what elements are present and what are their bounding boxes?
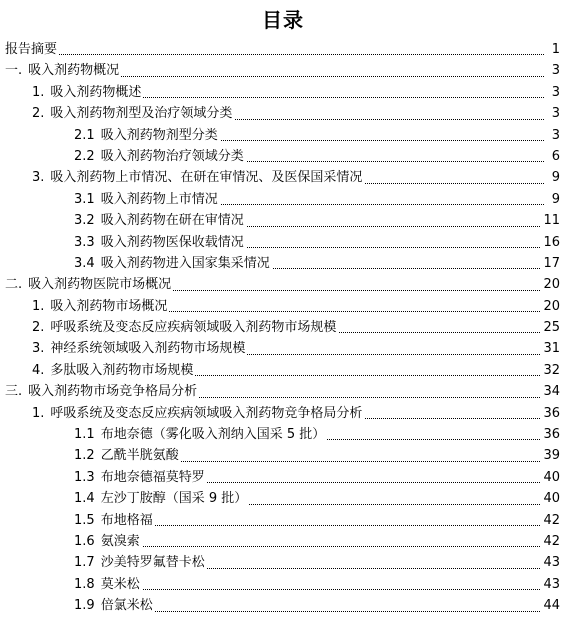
- toc-entry[interactable]: [0, 424, 566, 445]
- toc-entry-page: 1: [550, 39, 560, 60]
- toc-entry-page: 20: [541, 296, 560, 317]
- toc-entry-text: 左沙丁胺醇（国采 9 批）: [100, 491, 248, 507]
- toc-entry-page: 34: [541, 381, 560, 402]
- toc-entry-label: [74, 424, 327, 445]
- toc-entry-page: 40: [541, 488, 560, 509]
- toc-entry-number: 4.: [32, 362, 45, 378]
- toc-entry-text: 布地奈德（雾化吸入剂纳入国采 5 批）: [100, 427, 326, 443]
- toc-entry[interactable]: [0, 488, 566, 509]
- toc-entry-page: 9: [550, 189, 560, 210]
- toc-entry-label: [74, 595, 155, 616]
- toc-entry-number: 2.2: [74, 148, 95, 164]
- toc-entry-number: 3.2: [74, 213, 95, 229]
- toc-list: [0, 39, 566, 617]
- toc-entry-page: 16: [541, 232, 560, 253]
- toc-entry[interactable]: [0, 210, 566, 231]
- toc-entry[interactable]: [0, 189, 566, 210]
- toc-entry-label: [74, 531, 142, 552]
- toc-entry-number: 3.4: [74, 255, 95, 271]
- toc-entry-label: [5, 39, 59, 60]
- toc-entry-page: 40: [541, 467, 560, 488]
- toc-entry-page: 32: [541, 360, 560, 381]
- toc-entry[interactable]: [0, 381, 566, 402]
- toc-entry-text: 多肽吸入剂药物市场规模: [50, 362, 194, 378]
- toc-entry-text: 吸入剂药物市场竞争格局分析: [28, 384, 198, 400]
- toc-entry-number: 2.: [32, 106, 45, 122]
- toc-entry[interactable]: [0, 338, 566, 359]
- toc-entry[interactable]: [0, 317, 566, 338]
- toc-entry[interactable]: [0, 103, 566, 124]
- toc-entry-label: [74, 445, 181, 466]
- toc-entry-label: [74, 189, 220, 210]
- toc-entry-number: 3.: [32, 170, 45, 186]
- toc-entry-label: [32, 296, 169, 317]
- toc-entry-label: [5, 274, 173, 295]
- toc-entry[interactable]: [0, 60, 566, 81]
- toc-entry-page: 17: [541, 253, 560, 274]
- toc-entry-text: 吸入剂药物上市情况、在研在审情况、及医保国采情况: [50, 170, 363, 186]
- toc-entry-number: 一.: [5, 63, 23, 79]
- toc-entry-page: 3: [550, 125, 560, 146]
- toc-entry-text: 布地格福: [100, 512, 153, 528]
- toc-entry[interactable]: [0, 360, 566, 381]
- dot-leader: [5, 54, 544, 55]
- toc-entry-number: 3.: [32, 341, 45, 357]
- toc-entry-number: 三.: [5, 384, 23, 400]
- toc-entry-number: 3.3: [74, 234, 95, 250]
- toc-entry-label: [32, 103, 234, 124]
- toc-entry[interactable]: [0, 296, 566, 317]
- toc-entry-page: 43: [541, 574, 560, 595]
- toc-entry-number: 1.: [32, 84, 45, 100]
- toc-entry-text: 吸入剂药物医保收载情况: [100, 234, 244, 250]
- toc-entry-page: 44: [541, 595, 560, 616]
- toc-entry-page: 11: [541, 210, 560, 231]
- toc-entry-label: [32, 167, 364, 188]
- toc-entry-label: [32, 338, 247, 359]
- toc-entry-page: 36: [541, 403, 560, 424]
- toc-entry-label: [74, 125, 220, 146]
- toc-entry[interactable]: [0, 146, 566, 167]
- toc-entry[interactable]: [0, 445, 566, 466]
- toc-entry-number: 3.1: [74, 191, 95, 207]
- toc-entry[interactable]: [0, 467, 566, 488]
- toc-entry[interactable]: [0, 510, 566, 531]
- toc-entry-number: 1.1: [74, 427, 95, 443]
- toc-entry-page: 42: [541, 531, 560, 552]
- toc-entry-page: 31: [541, 338, 560, 359]
- toc-entry-text: 呼吸系统及变态反应疾病领域吸入剂药物市场规模: [50, 320, 337, 336]
- toc-entry-number: 1.: [32, 405, 45, 421]
- toc-entry-text: 吸入剂药物在研在审情况: [100, 213, 244, 229]
- toc-entry-label: [5, 381, 199, 402]
- toc-entry-page: 3: [550, 103, 560, 124]
- toc-entry-label: [74, 146, 246, 167]
- toc-entry-page: 3: [550, 82, 560, 103]
- toc-entry-text: 吸入剂药物剂型分类: [100, 127, 218, 143]
- toc-entry[interactable]: [0, 552, 566, 573]
- toc-entry-page: 36: [541, 424, 560, 445]
- toc-entry-label: [74, 488, 249, 509]
- toc-entry-label: [74, 467, 207, 488]
- toc-entry-label: [32, 317, 338, 338]
- toc-entry[interactable]: [0, 253, 566, 274]
- toc-entry-number: 2.: [32, 320, 45, 336]
- toc-entry-text: 莫米松: [100, 576, 140, 592]
- toc-entry-label: [74, 232, 246, 253]
- toc-entry-number: 1.9: [74, 598, 95, 614]
- toc-entry-page: 3: [550, 60, 560, 81]
- toc-entry-text: 吸入剂药物上市情况: [100, 191, 218, 207]
- toc-entry-number: 1.4: [74, 491, 95, 507]
- toc-entry-number: 二.: [5, 277, 23, 293]
- toc-entry-number: 2.1: [74, 127, 95, 143]
- dot-leader: [74, 546, 544, 547]
- toc-entry-number: 1.2: [74, 448, 95, 464]
- toc-entry-page: 42: [541, 510, 560, 531]
- toc-entry-page: 9: [550, 167, 560, 188]
- toc-entry-text: 布地奈德福莫特罗: [100, 469, 205, 485]
- toc-entry-text: 呼吸系统及变态反应疾病领域吸入剂药物竞争格局分析: [50, 405, 363, 421]
- toc-entry-page: 6: [550, 146, 560, 167]
- toc-entry-label: [32, 360, 195, 381]
- toc-entry[interactable]: [0, 167, 566, 188]
- toc-entry-label: [5, 60, 121, 81]
- toc-entry-text: 吸入剂药物医院市场概况: [28, 277, 172, 293]
- toc-entry-text: 吸入剂药物概况: [28, 63, 120, 79]
- toc-entry-text: 倍氯米松: [100, 598, 153, 614]
- toc-title: 目录: [262, 8, 304, 32]
- toc-entry-number: 1.7: [74, 555, 95, 571]
- toc-entry-text: 吸入剂药物概述: [50, 84, 142, 100]
- toc-entry-page: 20: [541, 274, 560, 295]
- toc-entry-text: 吸入剂药物进入国家集采情况: [100, 255, 270, 271]
- toc-entry-label: [74, 510, 155, 531]
- toc-entry-page: 25: [541, 317, 560, 338]
- toc-entry-number: 1.3: [74, 469, 95, 485]
- toc-entry-text: 吸入剂药物剂型及治疗领域分类: [50, 106, 233, 122]
- toc-entry[interactable]: [0, 232, 566, 253]
- toc-entry-page: 43: [541, 552, 560, 573]
- toc-entry-text: 乙酰半胱氨酸: [100, 448, 179, 464]
- toc-entry-text: 报告摘要: [5, 42, 58, 57]
- toc-entry-label: [74, 574, 142, 595]
- toc-entry-text: 氨溴索: [100, 533, 140, 549]
- toc-entry-label: [32, 82, 143, 103]
- toc-entry-label: [74, 210, 246, 231]
- toc-entry[interactable]: [0, 274, 566, 295]
- toc-entry[interactable]: [0, 39, 566, 60]
- toc-entry-label: [74, 552, 207, 573]
- toc-entry-label: [32, 403, 364, 424]
- toc-entry-page: 39: [541, 445, 560, 466]
- toc-entry-text: 吸入剂药物市场概况: [50, 298, 168, 314]
- dot-leader: [74, 589, 544, 590]
- toc-entry-number: 1.5: [74, 512, 95, 528]
- toc-entry-number: 1.6: [74, 533, 95, 549]
- toc-entry[interactable]: [0, 574, 566, 595]
- toc-entry[interactable]: [0, 125, 566, 146]
- toc-entry-label: [74, 253, 272, 274]
- toc-entry[interactable]: [0, 82, 566, 103]
- toc-entry-text: 沙美特罗氟替卡松: [100, 555, 205, 571]
- toc-entry-text: 神经系统领域吸入剂药物市场规模: [50, 341, 246, 357]
- toc-entry-text: 吸入剂药物治疗领域分类: [100, 148, 244, 164]
- toc-entry-number: 1.8: [74, 576, 95, 592]
- toc-entry[interactable]: [0, 531, 566, 552]
- toc-entry-number: 1.: [32, 298, 45, 314]
- toc-entry[interactable]: [0, 595, 566, 616]
- toc-entry[interactable]: [0, 403, 566, 424]
